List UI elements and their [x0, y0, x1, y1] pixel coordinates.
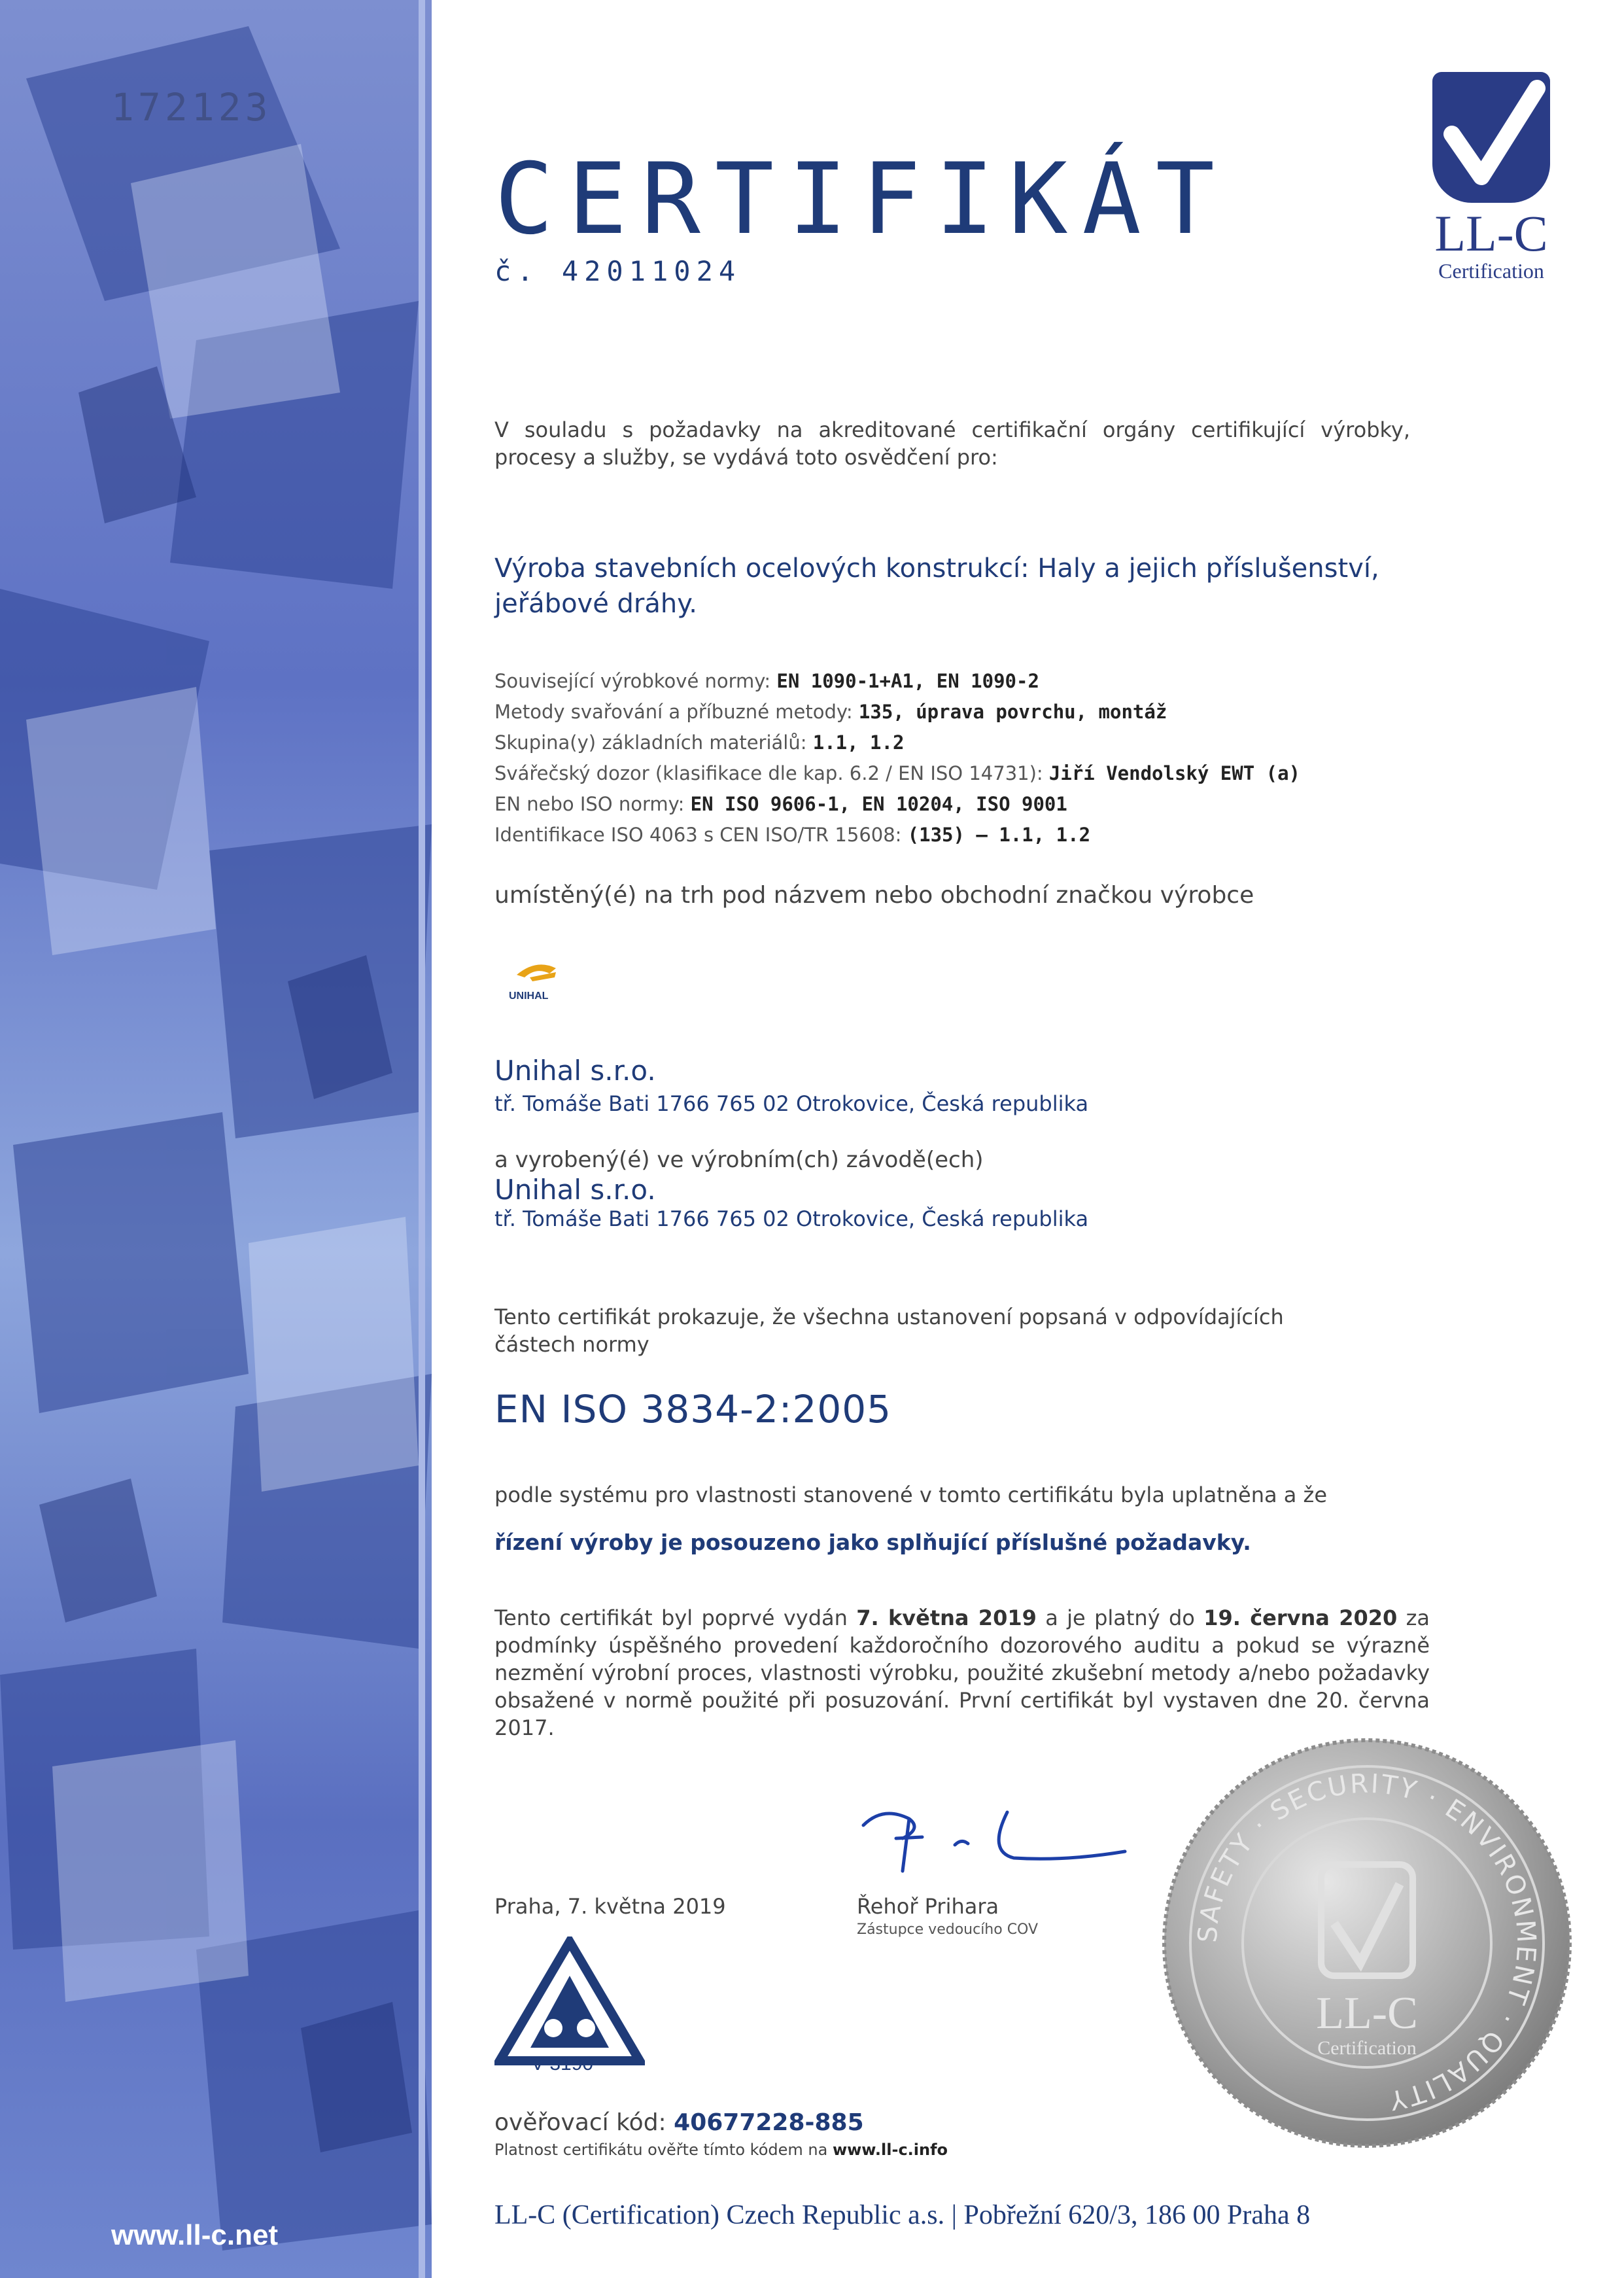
manufacturer-name: Unihal s.r.o. [494, 1055, 656, 1087]
detail-row [494, 727, 1300, 758]
plant-address: tř. Tomáše Bati 1766 765 02 Otrokovice, Česká republika [494, 1206, 1089, 1231]
proves-text: Tento certifikát prokazuje, že všechna ustanovení popsaná v odpovídajících částech normy [494, 1305, 1284, 1357]
verification-url[interactable]: www.ll-c.info [832, 2141, 948, 2159]
seal-subtitle: Certification [1317, 2037, 1417, 2059]
detail-label: Metody svařování a příbuzné metody: [494, 701, 853, 723]
detail-label: Svářečský dozor (klasifikace dle kap. 6.2 / EN ISO 14731): [494, 762, 1043, 784]
verification-note [494, 2141, 948, 2159]
serial-number: 172123 [111, 85, 272, 130]
accreditation-number: V 3190 [531, 2053, 594, 2075]
certificate-number: č. 42011024 [494, 255, 742, 287]
valid-until-date: 19. června 2020 [1203, 1605, 1398, 1630]
produced-text: a vyrobený(é) ve výrobním(ch) závodě(ech) [494, 1147, 984, 1173]
detail-value: EN 1090-1+A1, EN 1090-2 [776, 670, 1039, 692]
certificate-title: CERTIFIKÁT [494, 143, 1230, 256]
checkmark-icon [1432, 72, 1550, 203]
logo-brand: LL-C [1434, 205, 1548, 262]
logo-subtitle: Certification [1438, 259, 1544, 283]
detail-row [494, 789, 1300, 820]
signatory-name: Řehoř Prihara [857, 1894, 999, 1919]
detail-row [494, 666, 1300, 697]
footer-address: LL-C (Certification) Czech Republic a.s. | Pobřežní 620/3, 186 00 Praha 8 [494, 2200, 1311, 2230]
sidebar-edge-rule [419, 0, 425, 2278]
verification-code: 40677228-885 [674, 2109, 864, 2136]
verification-note-text: Platnost certifikátu ověřte tímto kódem na [494, 2141, 833, 2159]
decorative-sidebar [0, 0, 432, 2278]
verification-label: ověřovací kód: [494, 2109, 674, 2136]
detail-value: 1.1, 1.2 [812, 731, 905, 754]
placed-on-market-text: umístěný(é) na trh pod názvem nebo obchodní značkou výrobce [494, 882, 1254, 909]
manufacturer-address: tř. Tomáše Bati 1766 765 02 Otrokovice, Česká republika [494, 1091, 1089, 1116]
llc-seal [1158, 1734, 1576, 2152]
signatory-title: Zástupce vedoucího COV [857, 1921, 1039, 1938]
assessment-text: řízení výroby je posouzeno jako splňující příslušné požadavky. [494, 1530, 1251, 1555]
issue-date: 7. května 2019 [856, 1605, 1037, 1630]
unihal-logo [504, 955, 582, 1008]
unihal-logo-text: UNIHAL [509, 990, 549, 1002]
sidebar-website: www.ll-c.net [111, 2219, 279, 2251]
detail-value: Jiří Vendolský EWT (a) [1048, 762, 1301, 784]
intro-text: V souladu s požadavky na akreditované certifikační orgány certifikující výrobky, procesy a služby, se vydává toto osvědčení pro: [494, 417, 1410, 470]
detail-row [494, 820, 1300, 850]
plant-name: Unihal s.r.o. [494, 1174, 656, 1206]
validity-part: a je platný do [1036, 1605, 1204, 1630]
system-text: podle systému pro vlastnosti stanovené v tomto certifikátu byla uplatněna a že [494, 1482, 1328, 1507]
standard-title: EN ISO 3834-2:2005 [494, 1387, 892, 1431]
validity-part: Tento certifikát byl poprvé vydán [494, 1605, 857, 1630]
detail-value: (135) – 1.1, 1.2 [907, 824, 1091, 846]
detail-label: Související výrobkové normy: [494, 670, 771, 692]
detail-label: EN nebo ISO normy: [494, 793, 685, 815]
detail-row [494, 697, 1300, 727]
verification-code-line [494, 2109, 864, 2136]
details-list [494, 666, 1300, 850]
detail-value: EN ISO 9606-1, EN 10204, ISO 9001 [690, 793, 1067, 815]
detail-row [494, 758, 1300, 789]
detail-label: Skupina(y) základních materiálů: [494, 731, 807, 754]
validity-text [494, 1604, 1430, 1742]
detail-label: Identifikace ISO 4063 s CEN ISO/TR 15608: [494, 824, 902, 846]
seal-brand: LL-C [1316, 1988, 1418, 2039]
certified-scope: Výroba stavebních ocelových konstrukcí: Haly a jejich příslušenství, jeřábové dráhy. [494, 553, 1379, 619]
place-date: Praha, 7. května 2019 [494, 1894, 726, 1919]
validity-part: za podmínky úspěšného provedení každoročního dozorového auditu a pokud se výrazně nezmění výrobní proces, vlastnosti výrobku, použité zkušební metody a/nebo požadavky obsažené v normě použité při posuzování. První certifikát byl vystaven dne 20. června 2017. [494, 1605, 1430, 1740]
detail-value: 135, úprava povrchu, montáž [858, 701, 1167, 723]
signature-image [857, 1799, 1132, 1878]
sidebar-pattern [0, 0, 432, 2278]
seal-ring-text: SAFETY · SECURITY · ENVIRONMENT · QUALITY [1192, 1768, 1542, 2116]
llc-logo [1426, 72, 1557, 283]
